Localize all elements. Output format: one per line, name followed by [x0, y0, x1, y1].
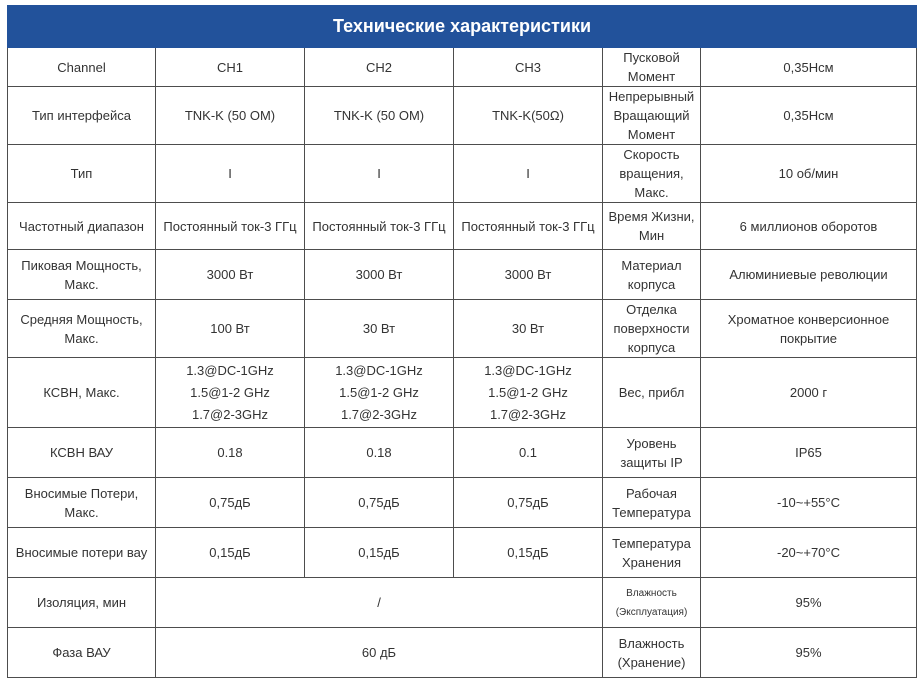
param-value: 0,35Нсм — [701, 87, 917, 145]
vswr-line: 1.3@DC-1GHz — [335, 362, 423, 378]
param-label: Вес, прибл — [603, 358, 701, 428]
param-value: 0,35Нсм — [701, 48, 917, 87]
ch3-value: 3000 Вт — [454, 250, 603, 300]
row-label: Изоляция, мин — [8, 578, 156, 628]
table-row — [8, 87, 917, 145]
ch3-value: 0,75дБ — [454, 478, 603, 528]
param-value: 95% — [701, 628, 917, 678]
ch3-value: CH3 — [454, 48, 603, 87]
vswr-line: 1.5@1-2 GHz — [190, 384, 270, 400]
row-label: Пиковая Мощность, Макс. — [8, 250, 156, 300]
ch2-value: CH2 — [305, 48, 454, 87]
ch1-vswr-values — [156, 358, 305, 428]
merged-channels-value: / — [156, 578, 603, 628]
param-value: 95% — [701, 578, 917, 628]
ch2-value: 0.18 — [305, 428, 454, 478]
param-value: Хроматное конверсионное покрытие — [701, 300, 917, 358]
param-label: Скорость вращения, Макс. — [603, 145, 701, 203]
ch3-value: Постоянный ток-3 ГГц — [454, 203, 603, 250]
param-value: Алюминиевые революции — [701, 250, 917, 300]
param-value: 6 миллионов оборотов — [701, 203, 917, 250]
table-row — [8, 478, 917, 528]
ch2-value: I — [305, 145, 454, 203]
vswr-line: 1.3@DC-1GHz — [186, 362, 274, 378]
row-label: Channel — [8, 48, 156, 87]
table-body — [8, 48, 917, 678]
ch3-value: 0,15дБ — [454, 528, 603, 578]
param-label: Рабочая Температура — [603, 478, 701, 528]
param-value: -20~+70°C — [701, 528, 917, 578]
ch3-value: 0.1 — [454, 428, 603, 478]
param-label: Влажность (Хранение) — [603, 628, 701, 678]
table-row — [8, 250, 917, 300]
ch1-value: I — [156, 145, 305, 203]
table-row — [8, 203, 917, 250]
param-label: Материал корпуса — [603, 250, 701, 300]
ch2-value: TNK-K (50 OM) — [305, 87, 454, 145]
ch3-vswr-values — [454, 358, 603, 428]
ch2-vswr-values — [305, 358, 454, 428]
ch2-value: 3000 Вт — [305, 250, 454, 300]
ch3-value: 30 Вт — [454, 300, 603, 358]
table-row — [8, 528, 917, 578]
table-row — [8, 48, 917, 87]
vswr-line: 1.5@1-2 GHz — [488, 384, 568, 400]
row-label: Средняя Мощность, Макс. — [8, 300, 156, 358]
param-label: Пусковой Момент — [603, 48, 701, 87]
row-label: Тип интерфейса — [8, 87, 156, 145]
row-label: КСВН, Макс. — [8, 358, 156, 428]
ch3-value: I — [454, 145, 603, 203]
table-row — [8, 300, 917, 358]
ch1-value: 3000 Вт — [156, 250, 305, 300]
table-row — [8, 578, 917, 628]
table-title: Технические характеристики — [8, 6, 917, 48]
param-label: Непрерывный Вращающий Момент — [603, 87, 701, 145]
ch1-value: 0,75дБ — [156, 478, 305, 528]
param-value: 10 об/мин — [701, 145, 917, 203]
param-value: 2000 г — [701, 358, 917, 428]
vswr-line: 1.7@2-3GHz — [191, 406, 269, 422]
ch2-value: 0,15дБ — [305, 528, 454, 578]
vswr-line: 1.3@DC-1GHz — [484, 362, 572, 378]
param-value: IP65 — [701, 428, 917, 478]
ch1-value: TNK-K (50 OM) — [156, 87, 305, 145]
ch1-value: Постоянный ток-3 ГГц — [156, 203, 305, 250]
param-label: Уровень защиты IP — [603, 428, 701, 478]
row-label: Фаза ВАУ — [8, 628, 156, 678]
row-label: Тип — [8, 145, 156, 203]
param-label: Температура Хранения — [603, 528, 701, 578]
ch1-value: 100 Вт — [156, 300, 305, 358]
param-label: Влажность (Эксплуатация) — [603, 578, 701, 628]
ch2-value: 30 Вт — [305, 300, 454, 358]
vswr-line: 1.7@2-3GHz — [340, 406, 418, 422]
table-row — [8, 145, 917, 203]
ch1-value: 0,15дБ — [156, 528, 305, 578]
table-row — [8, 358, 917, 428]
row-label: Вносимые потери вау — [8, 528, 156, 578]
ch3-value: TNK-K(50Ω) — [454, 87, 603, 145]
ch2-value: Постоянный ток-3 ГГц — [305, 203, 454, 250]
row-label: Частотный диапазон — [8, 203, 156, 250]
ch1-value: 0.18 — [156, 428, 305, 478]
merged-channels-value: 60 дБ — [156, 628, 603, 678]
vswr-line: 1.7@2-3GHz — [489, 406, 567, 422]
param-label: Время Жизни, Мин — [603, 203, 701, 250]
row-label: Вносимые Потери, Макс. — [8, 478, 156, 528]
specifications-table — [7, 5, 917, 678]
param-label: Отделка поверхности корпуса — [603, 300, 701, 358]
table-row — [8, 428, 917, 478]
table-row — [8, 628, 917, 678]
param-value: -10~+55°C — [701, 478, 917, 528]
row-label: КСВН ВАУ — [8, 428, 156, 478]
ch1-value: CH1 — [156, 48, 305, 87]
vswr-line: 1.5@1-2 GHz — [339, 384, 419, 400]
ch2-value: 0,75дБ — [305, 478, 454, 528]
